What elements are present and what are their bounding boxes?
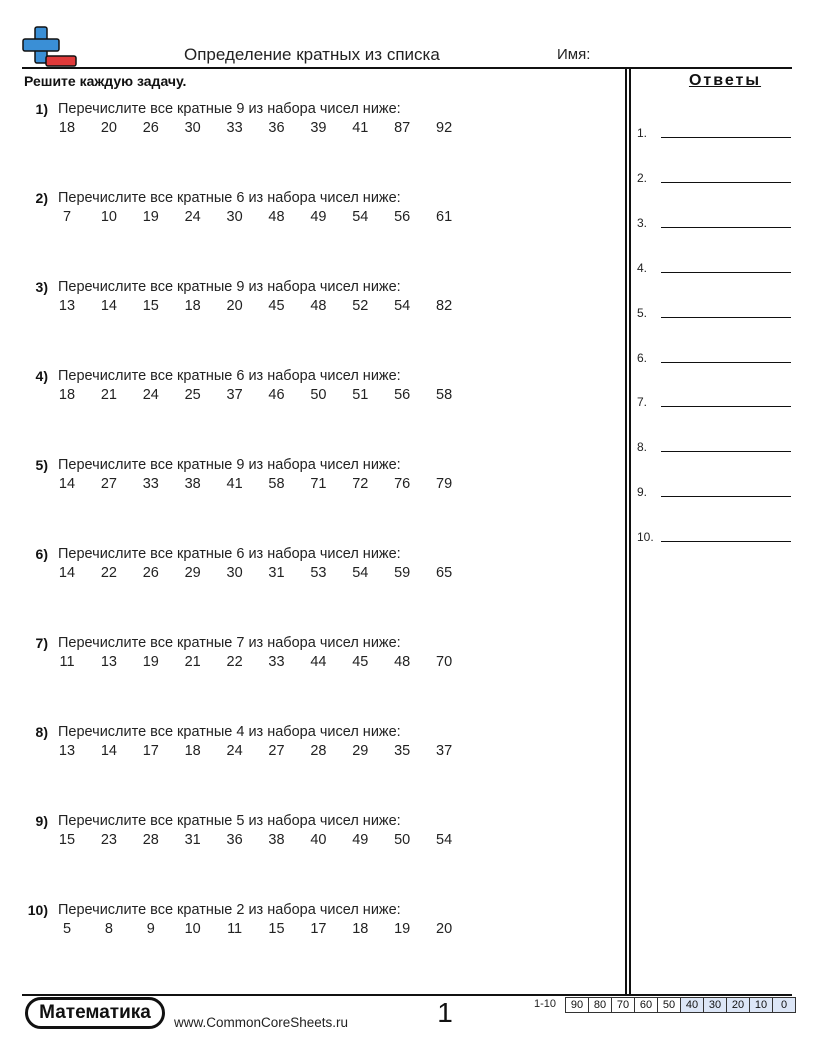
problem-text: Перечислите все кратные 6 из набора чисел ниже: (58, 190, 401, 206)
number-value: 15 (268, 921, 285, 937)
problem-text: Перечислите все кратные 5 из набора чисел ниже: (58, 813, 401, 829)
number-value: 11 (59, 654, 75, 670)
number-value: 29 (352, 743, 369, 759)
number-value: 45 (352, 654, 369, 670)
number-value: 18 (184, 743, 201, 759)
number-value: 36 (268, 120, 285, 136)
answer-number: 3. (637, 215, 648, 230)
plus-minus-logo-icon (22, 25, 80, 69)
number-value: 18 (352, 921, 369, 937)
number-set (54, 743, 474, 763)
number-value: 25 (184, 387, 201, 403)
problem-number: 2) (35, 190, 48, 206)
answer-line[interactable] (661, 451, 791, 452)
number-value: 51 (352, 387, 369, 403)
answer-number: 10. (637, 530, 654, 545)
problem-number: 8) (35, 724, 48, 740)
problem-number: 5) (35, 457, 48, 473)
number-value: 58 (436, 387, 453, 403)
answer-slot[interactable] (637, 167, 797, 187)
answer-slot[interactable] (637, 212, 797, 232)
problem-text: Перечислите все кратные 6 из набора чисел ниже: (58, 368, 401, 384)
score-cell: 60 (635, 998, 658, 1013)
number-value: 52 (352, 298, 369, 314)
problem-number: 6) (35, 546, 48, 562)
number-value: 9 (146, 921, 155, 937)
brand-badge: Математика (25, 997, 165, 1029)
answer-slot[interactable] (637, 347, 797, 367)
score-cell: 70 (612, 998, 635, 1013)
number-value: 26 (142, 565, 159, 581)
score-cell: 20 (727, 998, 750, 1013)
number-value: 13 (58, 743, 76, 759)
number-value: 92 (436, 120, 453, 136)
answer-slot[interactable] (637, 122, 797, 142)
answer-slot[interactable] (637, 526, 797, 546)
footer-rule (22, 994, 792, 996)
number-value: 21 (100, 387, 117, 403)
page-number: 1 (437, 997, 453, 1028)
number-value: 45 (268, 298, 285, 314)
problem-text: Перечислите все кратные 9 из набора чисел ниже: (58, 279, 401, 295)
answer-slot[interactable] (637, 257, 797, 277)
score-cell: 30 (704, 998, 727, 1013)
number-value: 17 (142, 743, 159, 759)
number-value: 10 (184, 921, 201, 937)
number-value: 76 (394, 476, 411, 492)
number-value: 54 (394, 298, 411, 314)
answer-slot[interactable] (637, 391, 797, 411)
number-value: 59 (394, 565, 411, 581)
answer-line[interactable] (661, 362, 791, 363)
number-value: 71 (310, 476, 327, 492)
number-value: 49 (352, 832, 369, 848)
number-value: 28 (142, 832, 159, 848)
number-value: 50 (394, 832, 411, 848)
answer-number: 4. (637, 260, 648, 275)
number-value: 5 (62, 921, 72, 937)
answer-line[interactable] (661, 227, 791, 228)
number-value: 24 (184, 209, 201, 225)
number-value: 13 (100, 654, 117, 670)
score-table (565, 997, 796, 1013)
number-value: 54 (436, 832, 453, 848)
number-value: 79 (436, 476, 453, 492)
problem-number: 9) (35, 813, 48, 829)
answer-slot[interactable] (637, 302, 797, 322)
number-value: 18 (184, 298, 201, 314)
number-set (54, 387, 474, 407)
number-value: 15 (142, 298, 159, 314)
number-value: 41 (352, 120, 369, 136)
number-value: 56 (394, 209, 411, 225)
number-set (54, 832, 474, 852)
number-value: 21 (184, 654, 201, 670)
answer-line[interactable] (661, 182, 791, 183)
number-value: 49 (310, 209, 327, 225)
number-value: 50 (310, 387, 327, 403)
problem-text: Перечислите все кратные 9 из набора чисел ниже: (58, 457, 401, 473)
number-value: 31 (184, 832, 201, 848)
problem-number: 7) (35, 635, 48, 651)
number-value: 19 (142, 209, 159, 225)
number-value: 48 (310, 298, 327, 314)
number-value: 61 (436, 209, 453, 225)
problem-number: 4) (35, 368, 48, 384)
number-value: 29 (184, 565, 201, 581)
score-cell: 40 (681, 998, 704, 1013)
number-value: 33 (226, 120, 243, 136)
number-value: 82 (436, 298, 453, 314)
answer-line[interactable] (661, 406, 791, 407)
number-value: 37 (226, 387, 243, 403)
column-divider (629, 67, 631, 995)
number-value: 23 (100, 832, 117, 848)
number-value: 27 (100, 476, 117, 492)
answer-number: 6. (637, 350, 648, 365)
number-value: 28 (310, 743, 327, 759)
number-value: 24 (226, 743, 243, 759)
number-value: 10 (100, 209, 117, 225)
answer-number: 2. (637, 170, 648, 185)
number-value: 13 (58, 298, 76, 314)
number-set (54, 654, 474, 674)
number-value: 8 (104, 921, 113, 937)
site-link[interactable]: www.CommonCoreSheets.ru (174, 1015, 349, 1030)
number-value: 22 (226, 654, 243, 670)
number-value: 33 (268, 654, 285, 670)
number-set (54, 476, 474, 496)
number-value: 40 (310, 832, 327, 848)
number-value: 48 (394, 654, 411, 670)
number-value: 70 (436, 654, 453, 670)
number-value: 27 (268, 743, 285, 759)
number-value: 54 (352, 209, 369, 225)
number-value: 53 (310, 565, 327, 581)
number-value: 48 (268, 209, 285, 225)
column-divider (625, 67, 627, 995)
number-value: 14 (100, 298, 117, 314)
answer-number: 5. (637, 305, 648, 320)
number-value: 30 (226, 565, 243, 581)
answer-slot[interactable] (637, 436, 797, 456)
answer-line[interactable] (661, 137, 791, 138)
answer-number: 9. (637, 485, 648, 500)
number-value: 14 (58, 565, 76, 581)
number-value: 56 (394, 387, 411, 403)
number-value: 17 (310, 921, 327, 937)
number-value: 65 (436, 565, 453, 581)
score-cell: 90 (566, 998, 589, 1013)
score-cell: 10 (750, 998, 773, 1013)
number-value: 20 (226, 298, 243, 314)
problem-text: Перечислите все кратные 2 из набора чисел ниже: (58, 902, 401, 918)
score-cell: 80 (589, 998, 612, 1013)
number-value: 44 (310, 654, 327, 670)
number-value: 14 (58, 476, 76, 492)
number-value: 33 (142, 476, 159, 492)
number-value: 22 (100, 565, 117, 581)
number-value: 31 (268, 565, 285, 581)
number-set (54, 565, 474, 585)
problem-text: Перечислите все кратные 4 из набора чисел ниже: (58, 724, 401, 740)
answer-line[interactable] (661, 272, 791, 273)
problem-text: Перечислите все кратные 7 из набора чисел ниже: (58, 635, 401, 651)
score-range-label: 1-10 (534, 998, 557, 1010)
number-set (54, 120, 474, 140)
number-value: 20 (436, 921, 453, 937)
number-set (54, 209, 474, 229)
number-value: 37 (436, 743, 453, 759)
problem-text: Перечислите все кратные 9 из набора чисел ниже: (58, 101, 401, 117)
number-value: 26 (142, 120, 159, 136)
score-cell: 50 (658, 998, 681, 1013)
number-set (54, 298, 474, 318)
number-value: 7 (62, 209, 72, 225)
problem-number: 10) (27, 902, 48, 918)
answer-line[interactable] (661, 317, 791, 318)
answer-number: 7. (637, 395, 648, 410)
problem-text: Перечислите все кратные 6 из набора чисел ниже: (58, 546, 401, 562)
problem-number: 1) (35, 101, 48, 117)
number-value: 15 (58, 832, 76, 848)
number-value: 41 (226, 476, 243, 492)
number-value: 11 (227, 921, 243, 937)
number-value: 18 (58, 120, 76, 136)
number-value: 36 (226, 832, 243, 848)
number-value: 30 (184, 120, 201, 136)
number-value: 35 (394, 743, 411, 759)
number-value: 19 (142, 654, 159, 670)
number-value: 20 (100, 120, 117, 136)
number-value: 18 (58, 387, 76, 403)
problem-number: 3) (35, 279, 48, 295)
number-value: 30 (226, 209, 243, 225)
answers-title: Ответы (688, 72, 762, 89)
answer-slot[interactable] (637, 481, 797, 501)
number-value: 54 (352, 565, 369, 581)
name-label: Имя: (557, 46, 591, 63)
score-cell: 0 (773, 998, 796, 1013)
answer-number: 1. (637, 126, 648, 140)
number-value: 39 (310, 120, 327, 136)
number-set (54, 921, 474, 941)
number-value: 46 (268, 387, 285, 403)
answer-number: 8. (637, 440, 648, 455)
number-value: 87 (394, 120, 411, 136)
worksheet-title: Определение кратных из списка (184, 45, 440, 64)
number-value: 19 (394, 921, 411, 937)
number-value: 14 (100, 743, 117, 759)
number-value: 38 (184, 476, 201, 492)
number-value: 58 (268, 476, 285, 492)
header-rule (22, 67, 792, 69)
number-value: 24 (142, 387, 159, 403)
answer-line[interactable] (661, 541, 791, 542)
answer-line[interactable] (661, 496, 791, 497)
number-value: 72 (352, 476, 369, 492)
number-value: 38 (268, 832, 285, 848)
instructions: Решите каждую задачу. (24, 73, 187, 89)
